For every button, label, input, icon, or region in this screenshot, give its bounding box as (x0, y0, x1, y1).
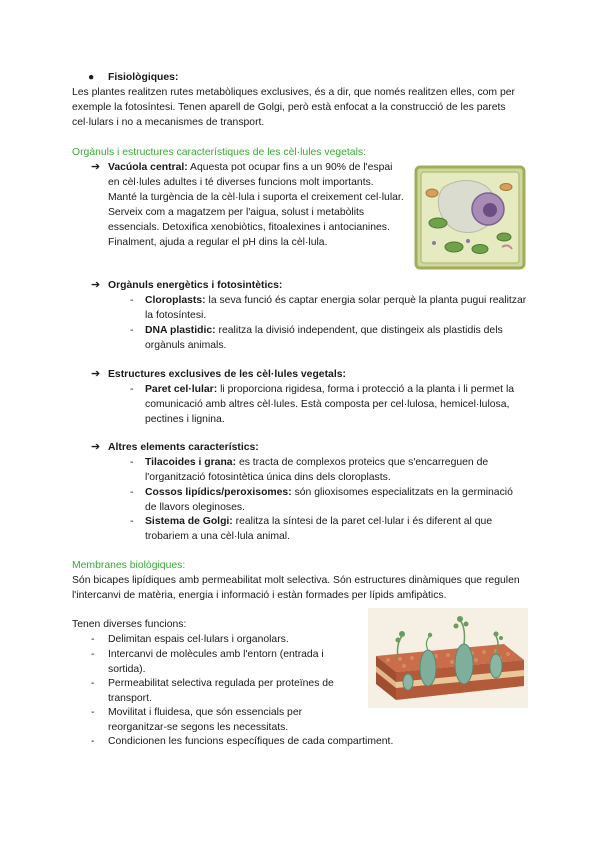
arrow-icon: ➔ (91, 441, 101, 453)
energetics-item-term: DNA plastidic: (145, 325, 216, 336)
dash-bullet: - (130, 516, 134, 527)
vacuola-text: Aquesta pot ocupar fins a un 90% de l'espai en cèl·lules adultes i té diverses funcions molt importants. Manté la turgència de la cèl·lula i suporta el creixement cel·lular. Serveix com a magatzem per l'aigua, solust i metabòlits essencials. Detoxifica xenobiòtics, fitoalexines i antocianines. Finalment, ajuda a regular el pH dins la cèl·lula. (108, 162, 404, 248)
dash-bullet: - (91, 649, 95, 660)
fisiologiques-heading: Fisiològiques: (108, 72, 179, 83)
funcio-item: Movilitat i fluidesa, que són essencials per reorganitzar-se segons les necessitats. (108, 707, 303, 733)
dash-bullet: - (130, 325, 134, 336)
arrow-icon: ➔ (91, 279, 101, 291)
energetics-item (145, 323, 527, 353)
funcio-item: Delimitan espais cel·lulars i organolars. (108, 634, 289, 645)
plant-cell-illustration (414, 165, 526, 270)
vacuola-term: Vacúola central: (108, 162, 188, 173)
arrow-icon: ➔ (91, 368, 101, 380)
altres-item-term: Tilacoides i grana: (145, 457, 237, 468)
energetics-heading: Orgànuls energètics i fotosintètics: (108, 280, 283, 291)
altres-item-term: Sistema de Golgi: (145, 516, 233, 527)
energetics-item (145, 293, 527, 323)
dash-bullet: - (91, 678, 95, 689)
exclusives-heading: Estructures exclusives de les cèl·lules vegetals: (108, 369, 346, 380)
dash-bullet: - (91, 707, 95, 718)
energetics-item-text: la seva funció és captar energia solar perquè la planta pugui realitzar la fotosíntesi. (145, 295, 527, 321)
dash-bullet: - (91, 634, 95, 645)
lipid-bilayer-illustration (368, 608, 528, 708)
altres-heading: Altres elements característics: (108, 442, 259, 453)
funcio-item: Permeabilitat selectiva regulada per proteïnes de transport. (108, 678, 334, 704)
fisiologiques-text: Les plantes realitzen rutes metabòliques exclusives, és a dir, que només realitzen elles, com per exemple la fotosíntesi. Tenen aparell de Golgi, però està enfocat a la construcció de les parets cel·lulars i no a mecanismes de transport. (72, 87, 515, 128)
altres-item-text: es tracta de complexos proteics que s'encarreguen de l'organització fotosintètica única dins dels cloroplasts. (145, 457, 489, 483)
dash-bullet: - (130, 457, 134, 468)
bullet-dot: ● (88, 72, 95, 83)
altres-item-text: són glioxisomes especialitzats en la germinació de llavors oleginoses. (145, 487, 513, 513)
organuls-title: Orgànuls i estructures característiques de les cèl·lules vegetals: (72, 147, 366, 158)
vacuola-paragraph (108, 160, 404, 250)
altres-item (145, 485, 527, 515)
membranes-title: Membranes biològiques: (72, 560, 186, 571)
dash-bullet: - (91, 736, 95, 747)
dash-bullet: - (130, 384, 134, 395)
dash-bullet: - (130, 295, 134, 306)
exclusives-item-term: Paret cel·lular: (145, 384, 218, 395)
altres-item (145, 455, 527, 485)
dash-bullet: - (130, 487, 134, 498)
exclusives-item (145, 382, 527, 427)
funcions-intro: Tenen diverses funcions: (72, 619, 187, 630)
funcio-item: Intercanvi de molècules amb l'entorn (entrada i sortida). (108, 649, 324, 675)
exclusives-item-text: li proporciona rigidesa, forma i protecció a la planta i li permet la comunicació amb altres cèl·lules. Està composta per cel·lulosa, hemicel·lulosa, pectines i lignina. (145, 384, 515, 425)
energetics-item-term: Cloroplasts: (145, 295, 206, 306)
membranes-text: Són bicapes lipídiques amb permeabilitat molt selectiva. Són estructures dinàmiques que regulen l'intercanvi de matèria, energia i informació i estàn formades per lípids amfipàtics. (72, 575, 520, 601)
altres-item-term: Cossos lipídics/peroxisomes: (145, 487, 292, 498)
altres-item-text: realitza la síntesi de la paret cel·lular i és diferent al que trobariem a una cèl·lula animal. (145, 516, 493, 542)
arrow-icon: ➔ (91, 161, 101, 173)
funcio-item: Condicionen les funcions específiques de cada compartiment. (108, 736, 394, 747)
energetics-item-text: realitza la divisió independent, que distingeix als plastidis dels orgànuls animals. (145, 325, 503, 351)
altres-item (145, 514, 527, 544)
